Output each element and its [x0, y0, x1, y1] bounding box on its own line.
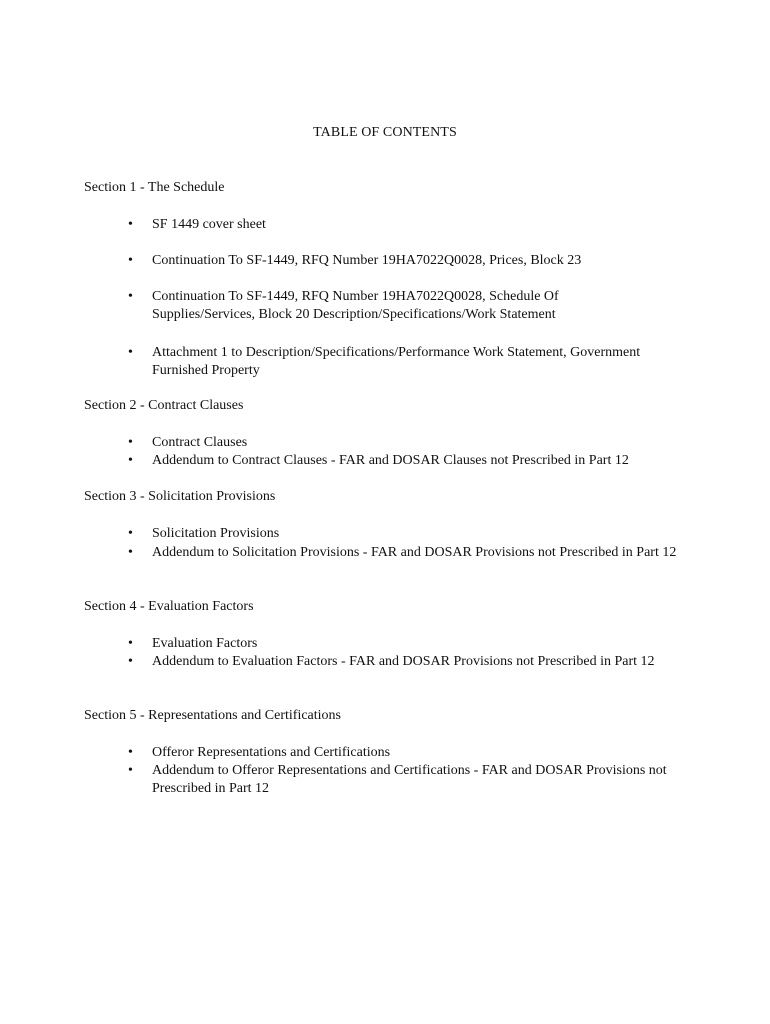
bullet-icon: • [128, 253, 133, 268]
list-item [128, 762, 688, 798]
section-heading: Section 5 - Representations and Certifications [84, 708, 341, 723]
bullet-icon: • [128, 654, 133, 669]
list-item-text: Addendum to Solicitation Provisions - FAR and DOSAR Provisions not Prescribed in Part 12 [152, 545, 677, 560]
bullet-icon: • [128, 453, 133, 468]
list-item [128, 216, 688, 234]
section-heading: Section 1 - The Schedule [84, 180, 225, 195]
bullet-icon: • [128, 636, 133, 651]
page-title: TABLE OF CONTENTS [313, 125, 457, 140]
list-item [128, 288, 608, 324]
list-item-text: SF 1449 cover sheet [152, 217, 266, 232]
bullet-icon: • [128, 435, 133, 450]
list-item [128, 344, 688, 380]
section-heading: Section 4 - Evaluation Factors [84, 599, 254, 614]
list-item-text: Attachment 1 to Description/Specifications/Performance Work Statement, Government Furnished Property [152, 345, 641, 378]
list-item-text: Addendum to Contract Clauses - FAR and DOSAR Clauses not Prescribed in Part 12 [152, 453, 629, 468]
bullet-icon: • [128, 289, 133, 304]
section-heading: Section 3 - Solicitation Provisions [84, 489, 276, 504]
bullet-icon: • [128, 745, 133, 760]
list-item-text: Addendum to Evaluation Factors - FAR and DOSAR Provisions not Prescribed in Part 12 [152, 654, 655, 669]
list-item-text: Contract Clauses [152, 435, 248, 450]
list-item-text: Continuation To SF-1449, RFQ Number 19HA7022Q0028, Prices, Block 23 [152, 253, 582, 268]
bullet-icon: • [128, 217, 133, 232]
list-item-text: Evaluation Factors [152, 636, 258, 651]
list-item [128, 744, 688, 762]
list-item [128, 252, 688, 270]
list-item-text: Continuation To SF-1449, RFQ Number 19HA7022Q0028, Schedule Of Supplies/Services, Block 20 Description/Specifications/Work Statement [152, 289, 559, 322]
bullet-icon: • [128, 345, 133, 360]
list-item [128, 525, 688, 543]
list-item [128, 434, 688, 452]
bullet-icon: • [128, 763, 133, 778]
list-item [128, 635, 688, 653]
list-item-text: Offeror Representations and Certifications [152, 745, 391, 760]
list-item [128, 544, 688, 562]
list-item-text: Addendum to Offeror Representations and Certifications - FAR and DOSAR Provisions not Prescribed in Part 12 [152, 763, 667, 796]
section-heading: Section 2 - Contract Clauses [84, 398, 244, 413]
list-item [128, 452, 688, 470]
bullet-icon: • [128, 526, 133, 541]
bullet-icon: • [128, 545, 133, 560]
list-item [128, 653, 688, 671]
list-item-text: Solicitation Provisions [152, 526, 280, 541]
